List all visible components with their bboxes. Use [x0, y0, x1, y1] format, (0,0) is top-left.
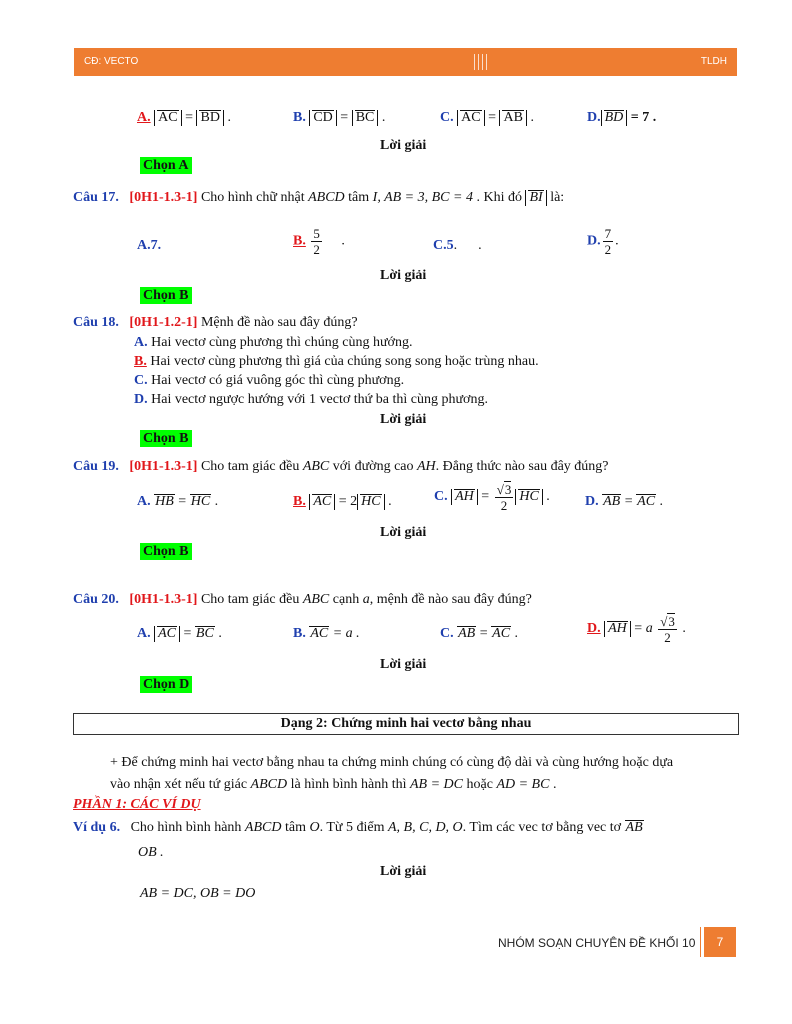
q17-option-d: D. $\frac{7}{2}$ . [587, 226, 619, 257]
q19-option-c: C. AH = $\frac{√3}{2}$ HC . [434, 482, 550, 513]
q18-answer: Chọn B [140, 431, 192, 447]
q20-option-a: A. AC = BC . [137, 626, 222, 641]
method-line-1: + Để chứng minh hai vectơ bằng nhau ta chứng minh chúng có cùng độ dài và cùng hướng hoặc dựa [110, 755, 674, 770]
q17-answer: Chọn B [140, 288, 192, 304]
solution-heading: Lời giải [380, 138, 427, 153]
page-number: 7 [704, 927, 736, 957]
header-left-title: CĐ: VECTO [84, 56, 139, 67]
q20-option-b: B. AC = a . [293, 626, 360, 641]
footer-group-name: NHÓM SOẠN CHUYÊN ĐỀ KHỐI 10 [498, 936, 696, 950]
header-right-title: TLDH [700, 56, 727, 67]
solution-heading: Lời giải [380, 864, 427, 879]
section-title-box: Dạng 2: Chứng minh hai vectơ bằng nhau [73, 713, 739, 735]
q18-option-d: D. Hai vectơ ngược hướng với 1 vectơ thứ ba thì cùng phương. [134, 392, 488, 407]
q18-option-c: C. Hai vectơ có giá vuông góc thì cùng phương. [134, 373, 405, 388]
header-divider [474, 54, 475, 70]
q20-question: Câu 20. [0H1-1.3-1] Cho tam giác đều ABC cạnh a, mệnh đề nào sau đây đúng? [73, 592, 532, 607]
solution-heading: Lời giải [380, 268, 427, 283]
method-line-2: vào nhận xét nếu tứ giác ABCD là hình bình hành thì AB = DC hoặc AD = BC . [110, 777, 557, 792]
q16-option-d: D. BD = 7 . [587, 110, 657, 125]
q19-answer: Chọn B [140, 544, 192, 560]
header-divider [486, 54, 487, 70]
solution-heading: Lời giải [380, 525, 427, 540]
q17-option-c: C.5. . [433, 238, 482, 253]
q19-option-a: A. HB = HC . [137, 494, 219, 509]
q20-option-c: C. AB = AC . [440, 626, 519, 641]
q19-option-d: D. AB = AC . [585, 494, 664, 509]
solution-heading: Lời giải [380, 657, 427, 672]
q20-answer: Chọn D [140, 677, 192, 693]
q19-option-b: B. AC = 2 HC . [293, 494, 392, 509]
q17-question: Câu 17. [0H1-1.3-1] Cho hình chữ nhật ABCD tâm I, AB = 3, BC = 4 . Khi đó BI là: [73, 190, 565, 205]
q19-question: Câu 19. [0H1-1.3-1] Cho tam giác đều ABC với đường cao AH. Đẳng thức nào sau đây đúng? [73, 459, 609, 474]
q20-option-d: D. AH = a $\frac{√3}{2}$ . [587, 614, 686, 645]
q17-option-b: B. $\frac{5}{2}$ . [293, 226, 345, 257]
part-heading: PHẦN 1: CÁC VÍ DỤ [73, 797, 201, 812]
example-6-question: Ví dụ 6. Cho hình bình hành ABCD tâm O. Từ 5 điểm A, B, C, D, O. Tìm các vec tơ bằng vec tơ AB [73, 820, 643, 835]
header-divider [482, 54, 483, 70]
example-6-line-2: OB . [138, 845, 164, 860]
example-6-solution: AB = DC, OB = DO [140, 886, 256, 901]
q18-option-a: A. Hai vectơ cùng phương thì chúng cùng hướng. [134, 335, 413, 350]
q18-option-b: B. Hai vectơ cùng phương thì giá của chúng song song hoặc trùng nhau. [134, 354, 539, 369]
header-divider [478, 54, 479, 70]
q18-question: Câu 18. [0H1-1.2-1] Mệnh đề nào sau đây đúng? [73, 315, 358, 330]
q16-answer: Chọn A [140, 158, 192, 174]
q17-option-a: A.7. [137, 238, 162, 253]
page-header [74, 48, 737, 76]
q16-option-a: A. AC = BD . [137, 110, 231, 125]
solution-heading: Lời giải [380, 412, 427, 427]
q16-option-c: C. AC = AB . [440, 110, 534, 125]
footer-divider [700, 927, 701, 957]
q16-option-b: B. CD = BC . [293, 110, 386, 125]
